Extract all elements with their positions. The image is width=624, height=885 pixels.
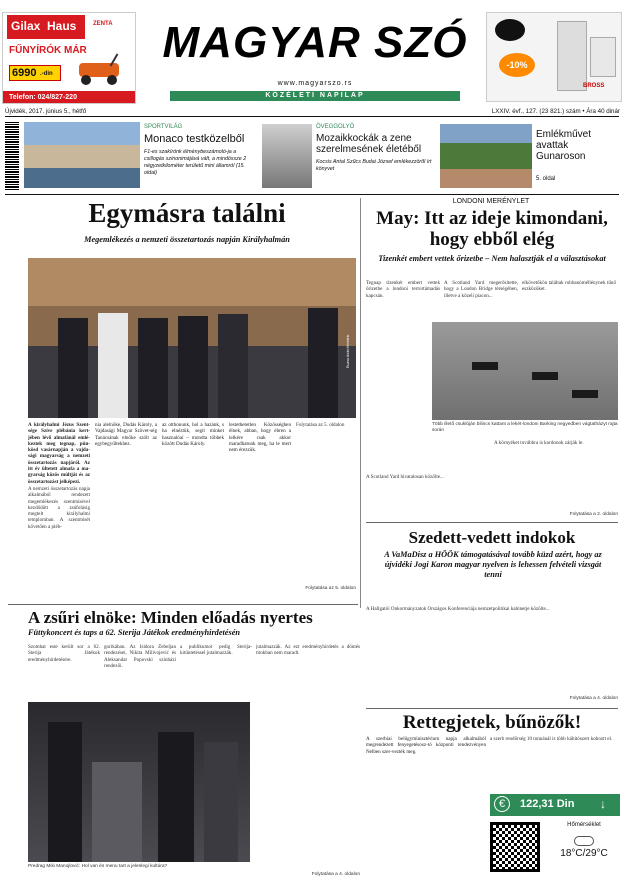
rettegjetek-text: A szerbiai belügyminisztérium napja alkalmából megrendezett fenyegetésosz-tó központi rendezvényen Nelben szer-vezték meg. [366,736,486,755]
london-subhead: Tizenkét embert vettek őrizetbe – Nem halasztják el a választásokat [378,254,606,263]
teaser-monaco-text: F1-es szakírónk élménybeszámoló-ja a csillogás szinonimájává vált, a mindössze 2 négyzetkilométer területű mini államról (15. oldal) [144,149,247,176]
teaser-monaco-title[interactable]: Monaco testközelből [144,133,245,145]
main-photo-credit: Ruzsa Anikó felvétele [346,334,350,368]
main-col3: az otthonunk, hol a hazánk, s ha elnéztük, segít minket hasznalóaí – mondta többek között Dudás Károly. [162,422,224,447]
masthead-rule [5,116,619,117]
ad-discount: -10% [499,53,535,77]
ad-gilax-haus[interactable] [2,12,136,104]
main-lead: A királyhalmi Jézus Szent-sége Szíve plébánia kert-jében lévő almafánál emlé-keztek meg tegnap, pün-kösd vasárnapján a vajda-sági magyarság a nemzeti összetartozás napjáról. Az itt év ültetett almafa a ma-gyarság közös múltját és az összetartozást jelképezi. [28,422,90,485]
jury-body-3: a publikumot pedig Sterija-kitüntetéssel jutalmazzák. [180,644,252,657]
teaser-monaco-photo[interactable] [24,122,140,188]
main-subhead: Megemlékezés a nemzeti összetartozás napján Királyhalmán [84,235,290,244]
masthead-tagline: KÖZÉLETI NAPILAP [265,92,365,99]
rettegjetek-body-2: a szerb rendőrség 10 tonnánál is több kábítószert koboztt el. [490,736,613,742]
jury-divider [8,604,358,605]
london-headline[interactable]: May: Itt az ideje kimondani, hogy ebből elég [376,208,608,250]
london-body-1: Tegnap tizenkét embert vettek őrizetbe a londoni terrortámadás kapcsán. [366,280,440,299]
jury-body-4: jutalmazzák. Az ezt eredményhirdetés a döntés titokban nem maradt. [256,644,360,657]
jury-caption: Predrag Miki Manojlović: Hol van és menu tart a jelenlegi kultúra? [28,864,168,869]
main-col1-body: A nemzeti összetartozás napja alkalmából rendezett megemlékezés szentmisével kezdődött a zsúfolásig megtelt királyhalmi templomban. A szentmisét követően a pléb- [28,486,90,530]
arrow-down-icon: ↓ [600,797,606,811]
fridge-image [557,21,587,91]
ad-price-tag [9,65,61,81]
ad-bross-badge [495,19,525,41]
ad-bross-brand: BROSS [583,83,605,89]
london-continued[interactable]: Folytatása a 2. oldalon [569,512,618,517]
teaser-monaco-kicker: SPORTVILÁG [144,124,183,130]
jury-continued[interactable]: Folytatása a 4. oldalon [311,872,360,877]
london-body-2: A Scotland Yard megerősítette, hogy a London Bridge térségében, illetve a közeli piacon... [444,280,518,299]
sun-cloud-icon [572,832,596,846]
masthead-title: MAGYAR SZÓ [162,18,468,67]
ad-brand-2: Haus [47,19,77,33]
weather-label: Hőmérséklet [567,822,601,828]
ad-bross[interactable] [486,12,622,102]
jury-body-1: Szombat este került sor a 62. Sterija Játékok eredményhirdetésére. [28,644,100,663]
teaser-zene-kicker: ÖVEGGOLYÓ [316,124,355,130]
teaser-gunaros-photo[interactable] [440,124,532,188]
main-headline[interactable]: Egymásra találni [88,198,286,228]
masthead-tagline-bar [170,91,460,101]
euro-icon: € [494,796,510,812]
hook-body: A Hallgatói Önkormányzatok Országos Konferenciája nemzetpolitikai kabinetje közölte... [366,606,550,612]
lawnmower-image [73,53,129,87]
teaser-gunaros-title[interactable]: Emlékművet avattak Gunaroson [536,129,592,162]
london-body-4: A Scotland Yard hivatalosan közölte... [366,474,444,480]
london-body-3: elkövetőkön találtak robbanóméllénynek tűnő eszközöket. [522,280,616,293]
teaser-zene-title[interactable]: Mozaikkockák a zene szerelmesének életéből [316,133,422,155]
weather-value: 18°C/29°C [560,848,608,859]
ad-logo-block [7,15,85,39]
main-divider [360,198,361,608]
rettegjetek-rule [366,708,618,709]
masthead-date: Újvidék, 2017. június 5., hétfő [5,108,87,115]
ad-brand-1: Gilax [11,19,41,33]
ad-price: 6990 [12,67,37,79]
teaser-zene-text: Kocsis Antal Szűcs Budai József emlékezzöről írt könyvet [316,159,432,172]
main-col2: nia alelnöke, Dudás Károly, a Vajdasági Magyar Szövet-ség Tanácsának elnöke szólt az egybegyűltekhez. [95,422,157,447]
rettegjetek-headline[interactable]: Rettegjetek, bűnözők! [402,712,582,733]
currency-value: 122,31 Din [520,798,575,810]
ad-price-unit: .-din [40,71,53,77]
main-col4: lestethetetlen Közösségben élnek, abban, hogy ébren a lelkére csak akkor maradhatunk meg, ha le mert nem érezzük. [229,422,291,454]
hook-subhead: A VaMaDisz a HÖÖK támogatásával tovább küzd azért, hogy az újvidéki Jogi Karon magyar nyelven is lehessen felvételi vizsgát tenni [384,550,602,579]
hook-headline[interactable]: Szedett-vedett indokok [408,528,576,547]
ad-title: FŰNYÍRÓK MÁR [9,45,87,56]
masthead-issue: LXXIV. évf., 127. (23 821.) szám • Ára 40 dinár [491,108,620,115]
oven-image [590,37,616,77]
barcode [5,122,19,190]
jury-photo[interactable] [28,702,250,862]
main-continued[interactable]: Folytatása az 5. oldalon [305,586,356,591]
main-col5-body: Folytatása az 5. oldalon [296,422,345,428]
teaser-rule [5,194,619,195]
london-caption: Több illető csuklóján bilincs kattant a lekét-londoni Barking negyedben vágtatházyt rajta során [432,422,618,433]
hook-continued[interactable]: Folytatása a 4. oldalon [569,696,618,701]
teaser-gunaros-page: 5. oldal [536,176,556,182]
main-photo[interactable] [28,258,356,418]
jury-subhead: Füttykoncert és taps a 62. Sterija Játékok eredményhirdetésén [28,628,241,637]
currency-box [490,794,620,816]
london-photo[interactable] [432,322,618,420]
ad-brand-small: ZENTA [93,21,113,27]
jury-headline[interactable]: A zsűri elnöke: Minden előadás nyertes [28,608,313,627]
qr-code[interactable] [490,822,540,872]
london-rule [366,522,618,523]
teaser-zene-photo[interactable] [262,124,312,188]
ad-phone: Telefon: 024/827-220 [3,91,136,104]
london-kicker: LONDONI MERÉNYLET [452,198,530,205]
london-body-5: A környéket továbbra is kordonok zárják le. [494,440,584,446]
jury-body-2: gorikában. Az Isidora Žebeljan rendezései, Nikita Milivojević és Aleksandar Popovski színházi rendezői. [104,644,176,669]
masthead-url[interactable]: www.magyarszo.rs [277,80,353,87]
